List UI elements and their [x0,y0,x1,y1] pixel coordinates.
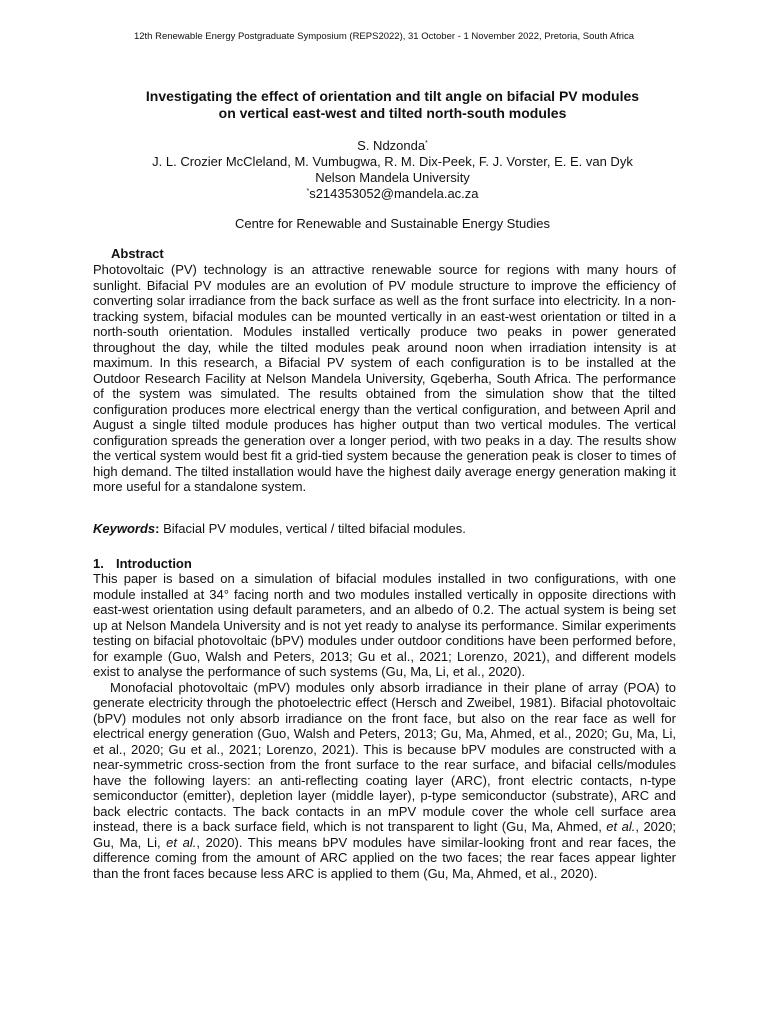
p2-etal-1: et al. [606,819,636,834]
author-email: s214353052@mandela.ac.za [309,186,479,201]
keywords-line [93,521,676,537]
introduction-heading [93,556,192,572]
abstract-text: Photovoltaic (PV) technology is an attractive renewable source for regions with many hours of sunlight. Bifacial PV modules are an evolution of PV module structure to improve the efficiency of converting solar irradiance from the back surface as well as the front surface into electricity. In a non-tracking system, bifacial modules can be mounted vertically in an east-west orientation or tilted in a north-south orientation. Modules installed vertically produce two peaks in power generated throughout the day, while the tilted modules peak around noon when irradiation intensity is at maximum. In this research, a Bifacial PV system of each configuration is to be installed at the Outdoor Research Facility at Nelson Mandela University, Gqeberha, South Africa. The performance of the system was simulated. The results obtained from the simulation show that the tilted configuration produces more electrical energy than the vertical configuration, and between April and August a single tilted module produces has higher output than two vertical modules. The vertical configuration spreads the generation over a longer period, with two peaks in a day. The results show the vertical system would best fit a grid-tied system because the generation peak is closer to times of high demand. The tilted installation would have the highest daily average energy generation making it more useful for a standalone system. [93,262,676,494]
conference-header: 12th Renewable Energy Postgraduate Symposium (REPS2022), 31 October - 1 November 2022, Pretoria, South Africa [133,31,635,42]
affiliation: Nelson Mandela University [315,170,470,185]
paper-title [90,88,695,122]
author-block [90,138,695,202]
p2-etal-2: et al. [166,834,197,850]
abstract-heading: Abstract [111,246,164,261]
email-mark: * [306,188,310,195]
email-line [90,186,695,202]
title-line-1: Investigating the effect of orientation and tilt angle on bifacial PV modules [145,88,640,104]
main-author-name: S. Ndzonda [357,138,426,153]
keywords-text: Bifacial PV modules, vertical / tilted bifacial modules. [159,521,466,536]
p2-text-2: , 2020; Gu, Ma, Li, [93,819,676,850]
coauthors: J. L. Crozier McCleland, M. Vumbugwa, R. M. Dix-Peek, F. J. Vorster, E. E. van Dyk [152,154,633,169]
main-author-mark: * [425,140,428,147]
intro-paragraph-2 [93,680,676,882]
section-title: Introduction [116,556,192,571]
keywords-colon: : [155,521,160,536]
p2-text-3: , 2020). This means bPV modules have similar-looking front and rear faces, the difference coming from the amount of ARC applied on the two faces; the rear faces appear lighter than the front faces because less ARC is applied to them (Gu, Ma, Ahmed, et al., 2020). [93,834,676,881]
research-centre: Centre for Renewable and Sustainable Energy Studies [234,216,551,231]
section-number: 1. [93,556,104,571]
title-line-2: on vertical east-west and tilted north-south modules [218,105,567,121]
main-author [90,138,695,154]
intro-paragraph-1: This paper is based on a simulation of bifacial modules installed in two configurations, with one module installed at 34° facing north and two modules installed vertically in opposite directions with east-west orientation using default parameters, and an albedo of 0.2. The actual system is being set up at Nelson Mandela University and is not yet ready to analyse its performance. Similar experiments testing on bifacial photovoltaic (bPV) modules under outdoor conditions have been performed before, for example (Guo, Walsh and Peters, 2013; Gu et al., 2021; Lorenzo, 2021), and different models exist to analyse the performance of such systems (Gu, Ma, Li, et al., 2020). [93,571,676,679]
p2-text-1: Monofacial photovoltaic (mPV) modules only absorb irradiance in their plane of array (POA) to generate electricity through the photoelectric effect (Hersch and Zweibel, 1981). Bifacial photovoltaic (bPV) modules not only absorb irradiance on the front face, but also on the rear face as well for electrical energy generation (Guo, Walsh and Peters, 2013; Gu, Ma, Ahmed, et al., 2020; Gu, Ma, Li, et al., 2020; Gu et al., 2021; Lorenzo, 2021). This is because bPV modules are constructed with a near-symmetric cross-section from the front surface to the rear surface, and bifacial cells/modules have the following layers: an anti-reflecting coating layer (ARC), front electric contacts, n-type semiconductor (emitter), depletion layer (middle layer), p-type semiconductor (substrate), ARC and back electric contacts. The back contacts in an mPV module cover the whole cell surface area instead, there is a back surface field, which is not transparent to light (Gu, Ma, Ahmed, [93,679,676,834]
keywords-label: Keywords [93,521,156,536]
introduction-body [93,571,676,881]
